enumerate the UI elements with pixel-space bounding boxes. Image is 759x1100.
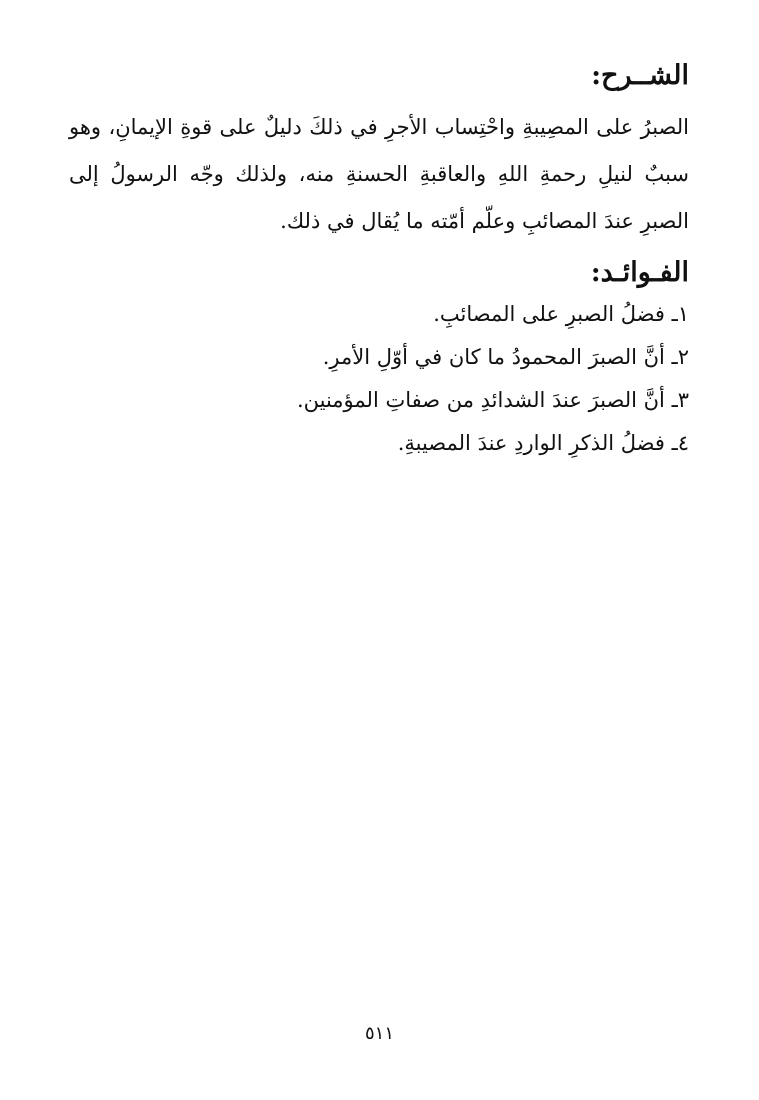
benefit-item: ٤ـ فضلُ الذكرِ الواردِ عندَ المصيبةِ.	[397, 431, 689, 455]
benefit-item: ١ـ فضلُ الصبرِ على المصائبِ.	[433, 302, 689, 326]
benefits-heading: الفـوائـد:	[590, 257, 689, 288]
benefit-item: ٢ـ أنَّ الصبرَ المحمودُ ما كان في أوّلِ الأمرِ.	[322, 345, 689, 369]
explanation-heading: الشــرح:	[591, 60, 689, 91]
benefit-item: ٣ـ أنَّ الصبرَ عندَ الشدائدِ من صفاتِ المؤمنين.	[296, 388, 689, 412]
explanation-paragraph: الصبرُ على المصِيبةِ واحْتِساب الأجرِ في ذلكَ دليلٌ على قوةِ الإيمانِ، وهو سببٌ لنيلِ رحمةِ اللهِ والعاقبةِ الحسنةِ منه، ولذلك وجّه الرسولُ إلى الصبرِ عندَ المصائبِ وعلّم أمّته ما يُقال في ذلك.	[69, 115, 689, 233]
page-number: ٥١١	[364, 1023, 394, 1044]
